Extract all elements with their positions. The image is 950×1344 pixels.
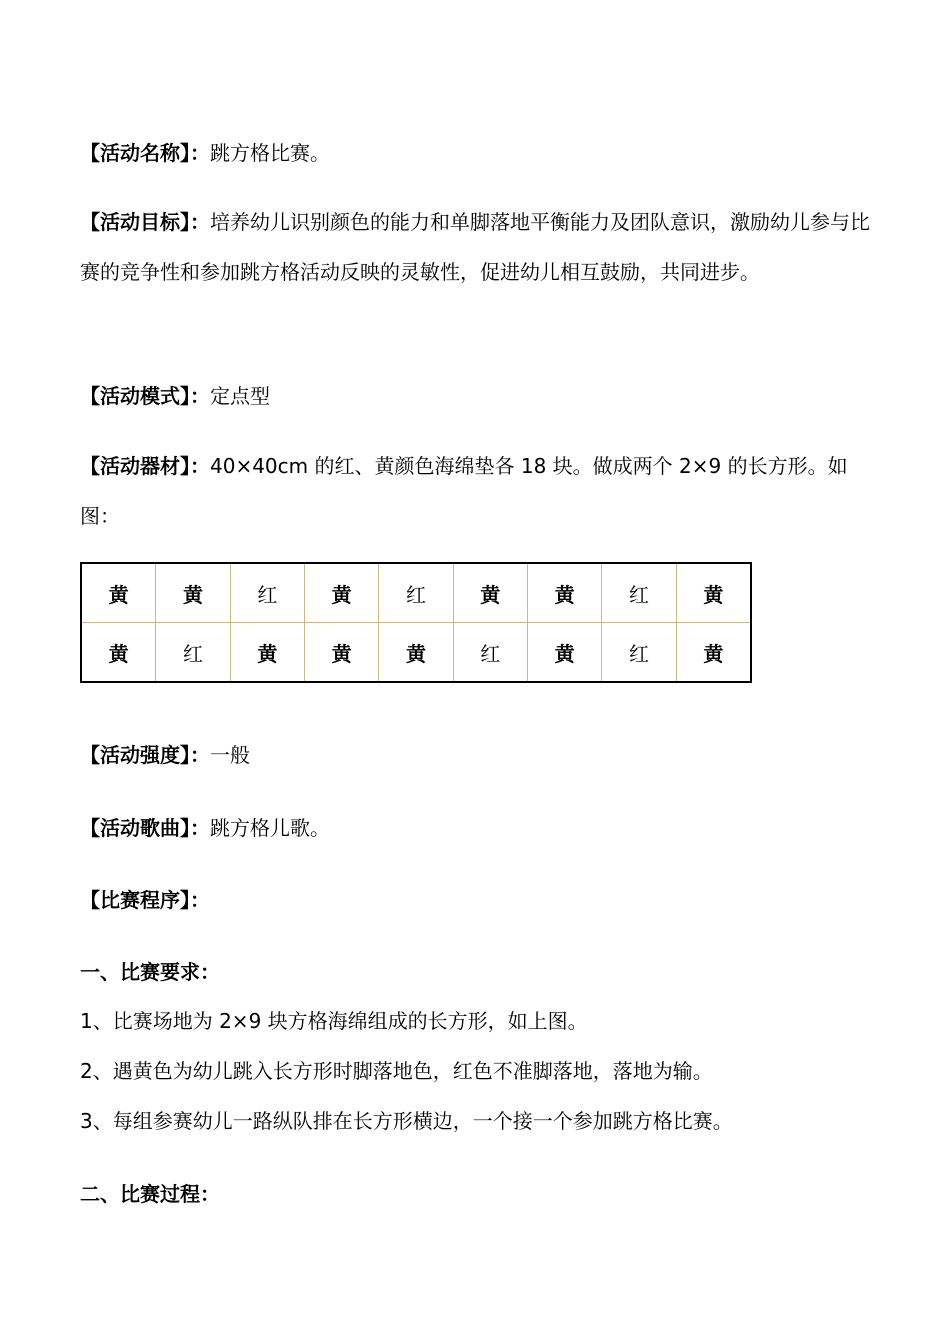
grid-cell: 红 [602,623,676,683]
activity-mode-line [80,380,870,409]
activity-goal-paragraph [80,197,875,297]
activity-goal-label: 【活动目标】： [80,210,210,234]
activity-name-label: 【活动名称】： [80,141,210,165]
activity-name-value: 跳方格比赛。 [210,141,330,165]
grid-cell: 红 [453,623,527,683]
activity-equipment-paragraph [80,441,875,541]
activity-equipment-value: 40×40cm 的红、黄颜色海绵垫各 18 块。做成两个 2×9 的长方形。如图： [80,454,848,528]
activity-goal-value: 培养幼儿识别颜色的能力和单脚落地平衡能力及团队意识，激励幼儿参与比赛的竞争性和参加跳方格活动反映的灵敏性，促进幼儿相互鼓励，共同进步。 [80,210,870,284]
activity-intensity-value: 一般 [210,743,250,767]
hopscotch-grid-table [80,562,752,683]
grid-cell: 黄 [304,563,378,623]
grid-cell: 红 [230,563,304,623]
requirements-heading: 一、比赛要求： [80,960,220,984]
grid-cell: 黄 [304,623,378,683]
activity-mode-value: 定点型 [210,384,270,408]
activity-song-line [80,812,870,841]
process-heading: 二、比赛过程： [80,1182,220,1206]
grid-row-2 [81,623,751,683]
requirement-item-3: 3、每组参赛幼儿一路纵队排在长方形横边，一个接一个参加跳方格比赛。 [80,1109,733,1133]
activity-name-line [80,137,870,166]
activity-song-value: 跳方格儿歌。 [210,816,330,840]
grid-cell: 黄 [453,563,527,623]
grid-cell: 红 [602,563,676,623]
grid-cell: 黄 [676,623,751,683]
procedure-heading: 【比赛程序】： [80,888,210,912]
grid-cell: 黄 [527,563,601,623]
grid-cell: 黄 [379,623,453,683]
grid-cell: 黄 [676,563,751,623]
grid-cell: 黄 [156,563,230,623]
activity-equipment-label: 【活动器材】： [80,454,210,478]
requirement-item-2: 2、遇黄色为幼儿跳入长方形时脚落地色，红色不准脚落地，落地为输。 [80,1059,713,1083]
activity-intensity-label: 【活动强度】： [80,743,210,767]
requirement-item-1: 1、比赛场地为 2×9 块方格海绵组成的长方形，如上图。 [80,1009,588,1033]
grid-row-1 [81,563,751,623]
grid-cell: 红 [156,623,230,683]
grid-cell: 黄 [527,623,601,683]
activity-mode-label: 【活动模式】： [80,384,210,408]
grid-cell: 红 [379,563,453,623]
activity-song-label: 【活动歌曲】： [80,816,210,840]
grid-cell: 黄 [230,623,304,683]
grid-cell: 黄 [81,623,156,683]
grid-cell: 黄 [81,563,156,623]
activity-intensity-line [80,739,870,768]
